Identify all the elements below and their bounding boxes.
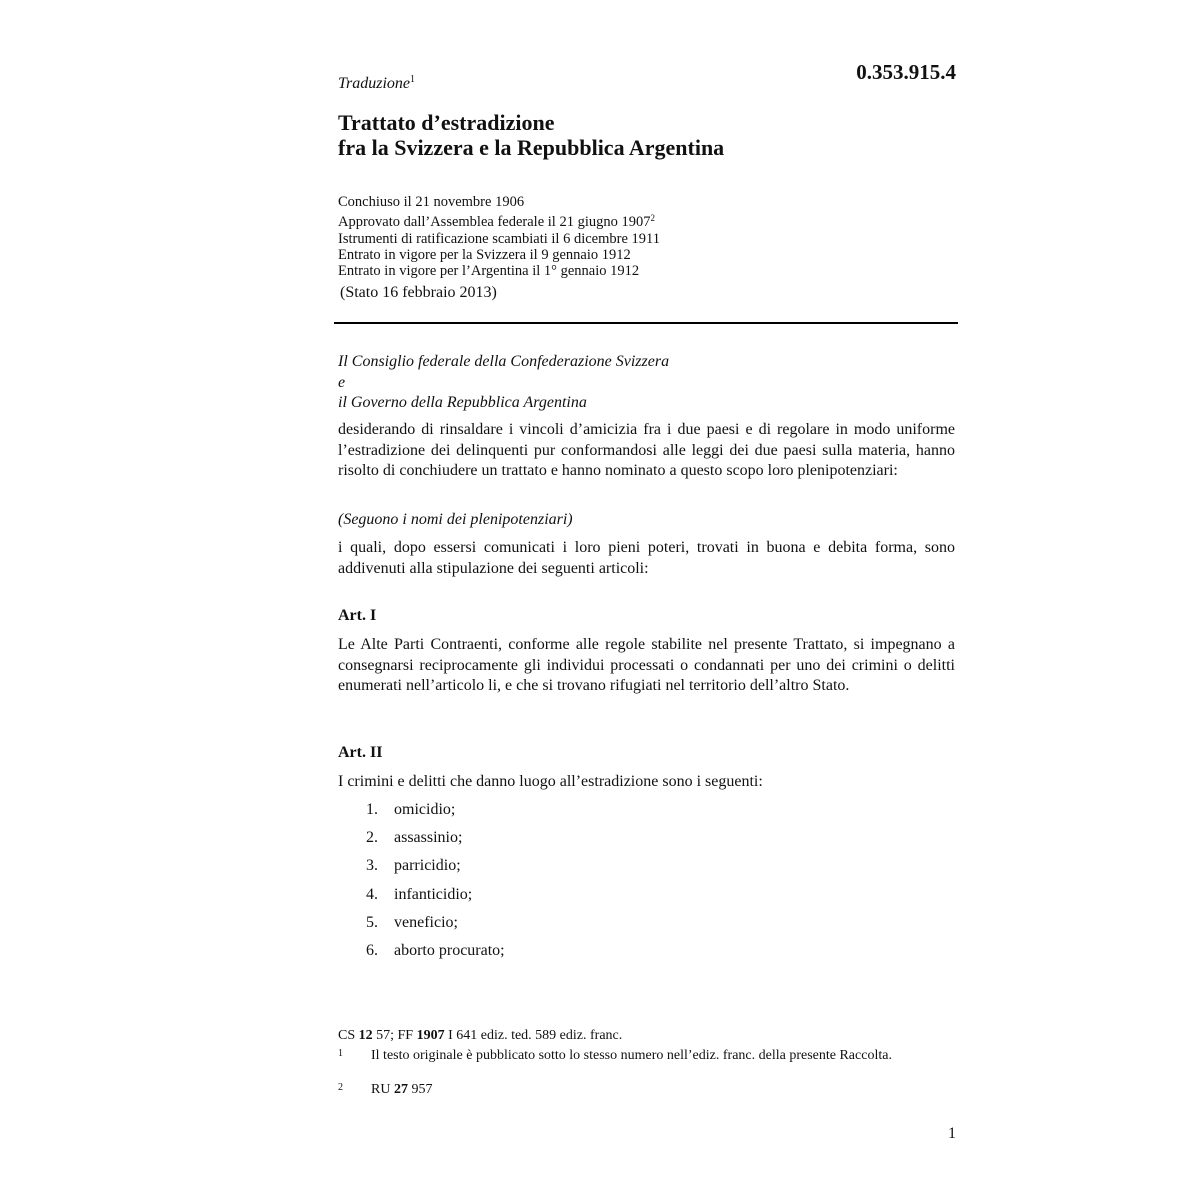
document-number: 0.353.915.4 [856,60,956,84]
list-item-text: infanticidio; [394,885,473,903]
article-1-heading: Art. I [338,607,377,624]
list-item-number: 5. [366,913,378,931]
footnote-2-volume: 27 [393,1082,408,1097]
meta-in-force-argentina: Entrato in vigore per l’Argentina il 1° gennaio 1912 [338,263,640,280]
translation-text: Traduzione [338,75,411,92]
title-line-2: fra la Svizzera e la Repubblica Argentina [338,135,725,160]
preamble-text-1: desiderando di rinsaldare i vincoli d’amicizia fra i due paesi e di regolare in modo uniforme l’estradizione dei delinquenti pur conformandosi alle leggi dei due paesi sulla materia, hanno risolto di conchiudere un trattato e hanno nominato a questo scopo loro plenipotenziari: [338,421,955,479]
list-item-number: 4. [366,885,378,903]
list-item-text: veneficio; [394,913,458,931]
party-switzerland: Il Consiglio federale della Confederazione Svizzera [338,353,670,370]
meta-concluded: Conchiuso il 21 novembre 1906 [338,194,525,210]
list-item [366,885,505,913]
translation-label [338,74,415,93]
article-2-text: I crimini e delitti che danno luogo all’estradizione sono i seguenti: [338,773,763,790]
list-item-text: parricidio; [394,857,461,875]
party-argentina: il Governo della Repubblica Argentina [338,394,587,411]
plenipotentiaries-note: (Seguono i nomi dei plenipotenziari) [338,511,573,528]
status-date: (Stato 16 febbraio 2013) [340,284,497,301]
article-1-text: Le Alte Parti Contraenti, conforme alle regole stabilite nel presente Trattato, si impegnano a consegnarsi reciprocamente gli individui processati o condannati per uno dei crimini o delitti enumerati nell’articolo li, e che si trovano rifugiati nel territorio dell’altro Stato. [338,636,955,694]
footnote-2-text [371,1082,951,1098]
meta-approved-text: Approvato dall’Assemblea federale il 21 giugno 1907 [338,214,651,231]
source-rest: I 641 ediz. ted. 589 ediz. franc. [444,1028,623,1043]
footnote-2-prefix: RU [371,1082,394,1097]
list-item-text: omicidio; [394,801,456,818]
crimes-list [366,800,505,969]
preamble-parties [338,352,669,414]
footnote-2-suffix: 957 [407,1082,433,1097]
footnote-1-text: Il testo originale è pubblicato sotto lo stesso numero nell’ediz. franc. della presente Raccolta. [371,1048,892,1063]
footnote-1 [338,1048,958,1082]
footnote-ref-2[interactable]: 2 [650,213,655,224]
source-ff-year: 1907 [416,1028,445,1043]
list-item [366,800,505,828]
footnote-2 [338,1082,958,1100]
footnote-1-mark: 1 [338,1048,343,1059]
list-item-text: aborto procurato; [394,941,505,959]
list-item-number: 3. [366,857,378,875]
meta-approved [338,210,660,230]
list-item-number: 6. [366,941,378,959]
document-metadata [338,194,660,279]
list-item [366,913,505,941]
list-item-number: 1. [366,801,378,818]
list-item [366,941,505,969]
page-number: 1 [948,1125,956,1142]
party-conjunction: e [338,373,346,391]
footnote-2-mark: 2 [338,1082,343,1093]
source-mid: 57; FF [372,1028,417,1043]
article-2-heading: Art. II [338,744,383,761]
source-cs-label: CS [338,1028,359,1043]
header-divider [334,322,958,324]
source-citation [338,1028,622,1044]
document-title [338,110,724,160]
list-item-text: assassinio; [394,829,463,847]
title-line-1: Trattato d’estradizione [338,110,555,135]
list-item [366,856,505,884]
preamble-text-2: i quali, dopo essersi comunicati i loro pieni poteri, trovati in buona e debita forma, sono addivenuti alla stipulazione dei seguenti articoli: [338,539,955,577]
meta-in-force-switzerland: Entrato in vigore per la Svizzera il 9 gennaio 1912 [338,246,631,263]
footnote-ref-1[interactable]: 1 [410,74,416,85]
source-cs-volume: 12 [358,1028,373,1043]
list-item [366,828,505,856]
list-item-number: 2. [366,829,378,847]
meta-ratification: Istrumenti di ratificazione scambiati il 6 dicembre 1911 [338,230,660,247]
